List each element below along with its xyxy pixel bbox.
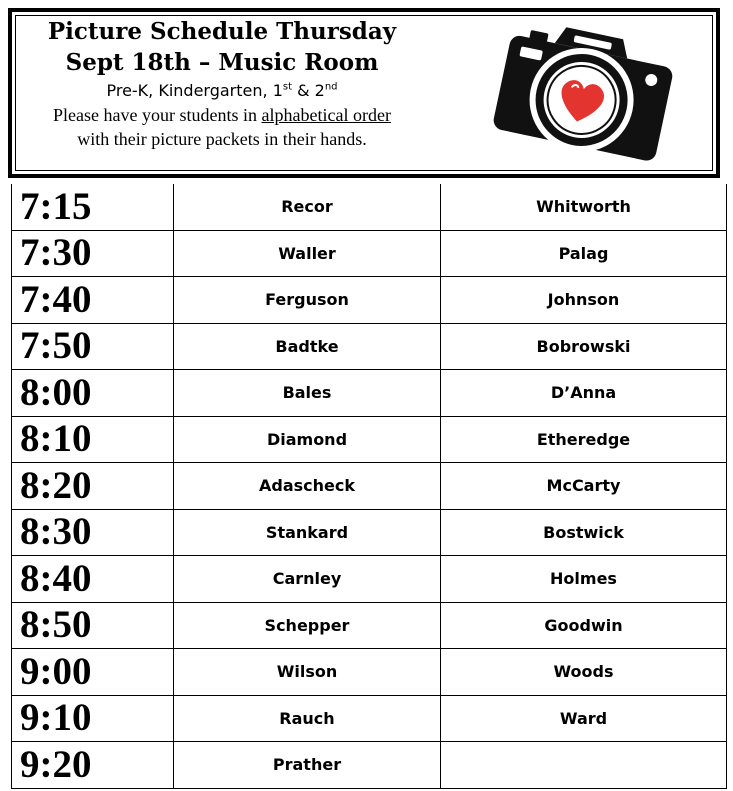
time-cell: 7:40: [12, 277, 174, 324]
table-row: [12, 230, 727, 277]
schedule-table: [11, 184, 727, 789]
teacher-cell-a: Diamond: [174, 416, 441, 463]
grades-line: [12, 79, 432, 103]
table-row: [12, 463, 727, 510]
teacher-cell-b: Etheredge: [441, 416, 727, 463]
teacher-cell-b: Johnson: [441, 277, 727, 324]
title-line-1: Picture Schedule Thursday: [47, 18, 397, 45]
teacher-cell-a: Stankard: [174, 509, 441, 556]
teacher-cell-b: Goodwin: [441, 602, 727, 649]
teacher-cell-b: Whitworth: [441, 184, 727, 230]
teacher-cell-b: [441, 742, 727, 789]
teacher-cell-b: Bostwick: [441, 509, 727, 556]
time-cell: 8:10: [12, 416, 174, 463]
table-row: [12, 323, 727, 370]
teacher-cell-b: Bobrowski: [441, 323, 727, 370]
table-row: [12, 416, 727, 463]
time-cell: 7:15: [12, 184, 174, 230]
teacher-cell-b: Woods: [441, 649, 727, 696]
teacher-cell-a: Wilson: [174, 649, 441, 696]
time-cell: 9:00: [12, 649, 174, 696]
time-cell: 8:00: [12, 370, 174, 417]
teacher-cell-b: McCarty: [441, 463, 727, 510]
table-row: [12, 277, 727, 324]
time-cell: 9:20: [12, 742, 174, 789]
time-cell: 8:30: [12, 509, 174, 556]
teacher-cell-a: Ferguson: [174, 277, 441, 324]
table-row: [12, 184, 727, 230]
teacher-cell-a: Prather: [174, 742, 441, 789]
teacher-cell-b: D’Anna: [441, 370, 727, 417]
time-cell: 9:10: [12, 695, 174, 742]
table-row: [12, 742, 727, 789]
teacher-cell-a: Bales: [174, 370, 441, 417]
teacher-cell-a: Carnley: [174, 556, 441, 603]
time-cell: 8:20: [12, 463, 174, 510]
instruction-text: Please have your students in: [53, 105, 262, 125]
teacher-cell-a: Badtke: [174, 323, 441, 370]
table-row: [12, 370, 727, 417]
teacher-cell-b: Holmes: [441, 556, 727, 603]
time-cell: 7:30: [12, 230, 174, 277]
time-cell: 8:50: [12, 602, 174, 649]
table-row: [12, 556, 727, 603]
time-cell: 7:50: [12, 323, 174, 370]
schedule-body: [12, 184, 727, 788]
instruction-line-1: [12, 103, 432, 127]
teacher-cell-b: Palag: [441, 230, 727, 277]
teacher-cell-a: Schepper: [174, 602, 441, 649]
header-text: [12, 16, 432, 151]
instruction-line-2: with their picture packets in their hands.: [77, 129, 367, 149]
table-row: [12, 649, 727, 696]
table-row: [12, 509, 727, 556]
teacher-cell-a: Recor: [174, 184, 441, 230]
instruction-underlined: alphabetical order: [261, 105, 391, 125]
teacher-cell-b: Ward: [441, 695, 727, 742]
teacher-cell-a: Rauch: [174, 695, 441, 742]
grades-sup-1: st: [282, 81, 293, 93]
time-cell: 8:40: [12, 556, 174, 603]
table-row: [12, 695, 727, 742]
teacher-cell-a: Waller: [174, 230, 441, 277]
grades-prefix: Pre-K, Kindergarten, 1: [106, 81, 283, 100]
table-row: [12, 602, 727, 649]
header-box: [8, 8, 720, 178]
camera-heart-icon: [482, 18, 682, 173]
teacher-cell-a: Adascheck: [174, 463, 441, 510]
grades-mid: & 2: [292, 81, 325, 100]
grades-sup-2: nd: [324, 81, 338, 93]
title-line-2: Sept 18th – Music Room: [65, 49, 379, 76]
